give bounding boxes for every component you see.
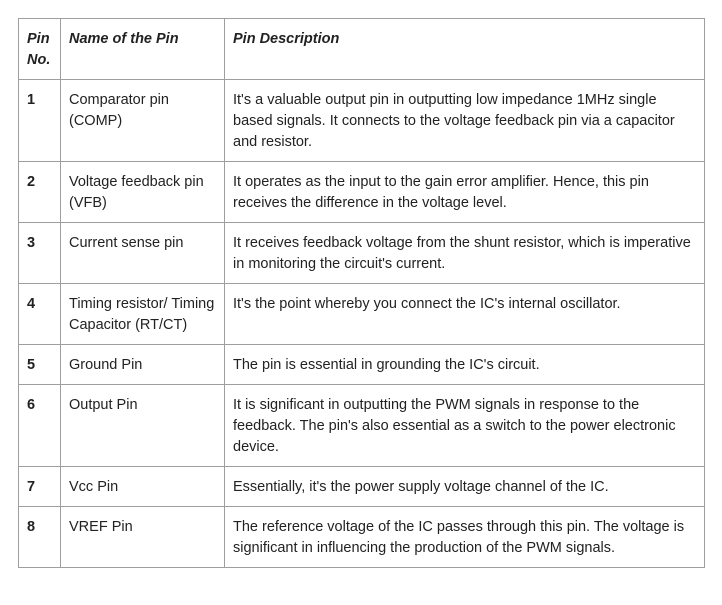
pin-name: Comparator pin (COMP) [61,80,225,162]
pin-number: 8 [19,507,61,568]
pin-description: It is significant in outputting the PWM signals in response to the feedback. The pin's also essential as a switch to the power electronic device. [225,385,705,467]
pin-name: Timing resistor/ Timing Capacitor (RT/CT) [61,284,225,345]
table-row [19,284,705,345]
pin-description: Essentially, it's the power supply voltage channel of the IC. [225,467,705,507]
pin-name: Voltage feedback pin (VFB) [61,162,225,223]
table-row [19,507,705,568]
pin-number: 4 [19,284,61,345]
pin-description: It operates as the input to the gain error amplifier. Hence, this pin receives the difference in the voltage level. [225,162,705,223]
table-row [19,223,705,284]
pin-number: 3 [19,223,61,284]
pin-number: 1 [19,80,61,162]
pin-number: 5 [19,345,61,385]
header-pin-no: Pin No. [19,19,61,80]
header-pin-name: Name of the Pin [61,19,225,80]
pin-description: It's a valuable output pin in outputting low impedance 1MHz single based signals. It connects to the voltage feedback pin via a capacitor and resistor. [225,80,705,162]
pin-table [18,18,705,568]
pin-description: The pin is essential in grounding the IC's circuit. [225,345,705,385]
pin-description: The reference voltage of the IC passes through this pin. The voltage is significant in influencing the production of the PWM signals. [225,507,705,568]
pin-number: 7 [19,467,61,507]
table-row [19,385,705,467]
pin-name: Vcc Pin [61,467,225,507]
table-header-row [19,19,705,80]
pin-name: Current sense pin [61,223,225,284]
pin-name: VREF Pin [61,507,225,568]
table-row [19,467,705,507]
table-row [19,162,705,223]
pin-name: Output Pin [61,385,225,467]
table-row [19,345,705,385]
pin-number: 6 [19,385,61,467]
header-pin-description: Pin Description [225,19,705,80]
pin-name: Ground Pin [61,345,225,385]
table-row [19,80,705,162]
pin-description: It receives feedback voltage from the shunt resistor, which is imperative in monitoring the circuit's current. [225,223,705,284]
pin-number: 2 [19,162,61,223]
pin-description: It's the point whereby you connect the IC's internal oscillator. [225,284,705,345]
